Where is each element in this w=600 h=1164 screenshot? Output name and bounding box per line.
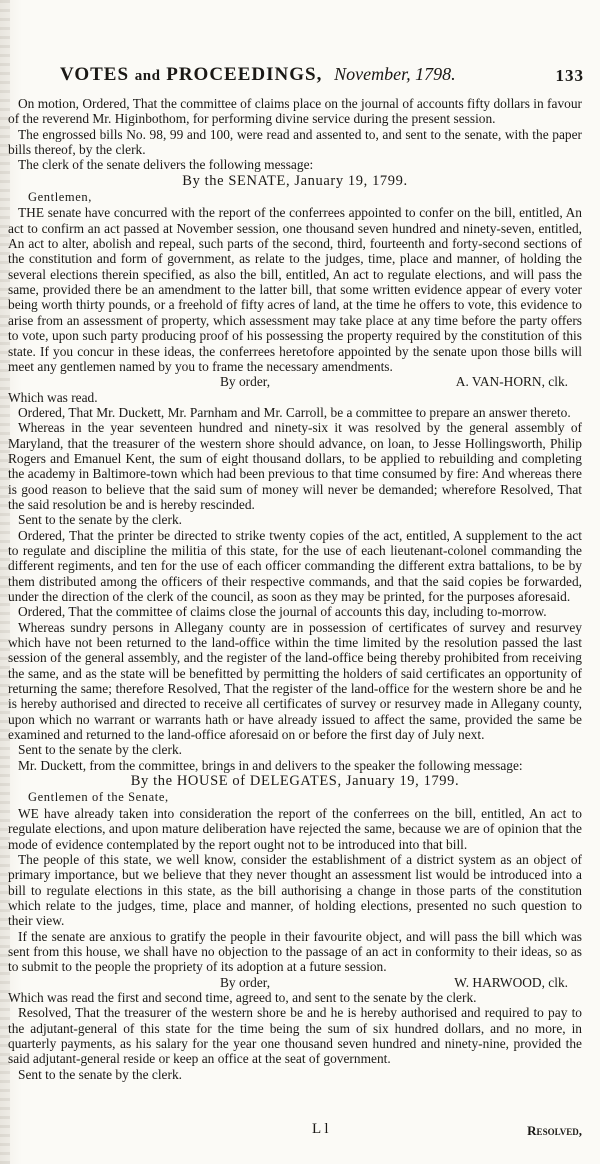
- paragraph: The engrossed bills No. 98, 99 and 100, were read and assented to, and sent to the senate, with the paper bills thereof, by the clerk.: [8, 126, 582, 158]
- paragraph: Sent to the senate by the clerk.: [18, 1066, 182, 1082]
- senate-salutation: Gentlemen,: [28, 190, 92, 205]
- page-footer: [0, 1121, 582, 1141]
- paragraph: Which was read.: [8, 389, 98, 405]
- senate-signature-row: [8, 374, 582, 389]
- title-and: and: [134, 68, 161, 84]
- paragraph: Sent to the senate by the clerk.: [18, 742, 182, 758]
- house-salutation: Gentlemen of the Senate,: [28, 790, 169, 805]
- senate-message-body: THE senate have concurred with the report of the conferrees appointed to confer on the bill, entitled, An act to confirm an act passed at November session, one thousand seven hundred and ninety-seven, entitled, An act to alter, abolish and repeal, such parts of the second, third, fourteenth and forty-second sections of the constitution and form of government, as relate to the judges, time, place and manner, of holding the several elections therein specified, as also the bill, entitled, An act to regulate elections, and will pass the same, provided there be an amendment to the latter bill, that some written evidence appear of every voter being worth thirty pounds, or a freehold of fifty acres of land, at the time he offers to vote, this evidence to arise from an assessment of property, which assessment may take place at any time before the party offers to vote, upon such party producing proof of his possessing the property required by the constitution of this state. If you concur in these ideas, the conferrees heretofore appointed by the senate upon those bills will meet any gentlemen named by you to frame the necessary amendments.: [8, 205, 582, 374]
- by-order: By order,: [220, 974, 271, 990]
- paragraph: The clerk of the senate delivers the following message:: [18, 157, 314, 173]
- signature: A. VAN-HORN, clk.: [455, 374, 568, 390]
- paragraph: Whereas sundry persons in Allegany county are in possession of certificates of survey and resurvey which have not been returned to the land-office within the time limited by the resolution passed the last session of the general assembly, and the register of the land-office being thereby prohibited from receiving the same, and as the state will be benefitted by permitting the holders of said certificates an opportunity of returning the same; therefore Resolved, That the register of the land-office for the western shore be and he is hereby authorised and directed to receive all certificates of survey or resurvey made in Allegany county, upon which no warrant or warrants hath or have already issued to affect the same, provided the same be examined and returned to the land-office aforesaid on or before the first day of July next.: [8, 619, 582, 743]
- signature-mark: L l: [312, 1121, 329, 1137]
- paragraph: Ordered, That the printer be directed to strike twenty copies of the act, entitled, A supplement to the act to regulate and discipline the militia of this state, for the use of each lieutenant-colonel commanding the different regiments, and ten for the use of each officer commanding the different extra battalions, to be by them distributed among the officers of their respective commands, and that the said copies be forwarded, under the direction of the clerk of the council, as soon as they may be printed, for the purposes aforesaid.: [8, 527, 582, 604]
- senate-message-heading: By the SENATE, January 19, 1799.: [182, 172, 408, 189]
- journal-body: [8, 96, 582, 1082]
- paragraph: Mr. Duckett, from the committee, brings in and delivers to the speaker the following message:: [18, 757, 523, 773]
- title-votes: VOTES: [60, 64, 130, 85]
- by-order: By order,: [220, 374, 271, 390]
- paragraph: Which was read the first and second time, agreed to, and sent to the senate by the clerk.: [8, 989, 477, 1005]
- paragraph: Ordered, That the committee of claims close the journal of accounts this day, including to-morrow.: [18, 604, 547, 620]
- house-signature-row: [8, 975, 582, 990]
- page-number: 133: [555, 66, 584, 85]
- catchword: Resolved,: [527, 1123, 582, 1138]
- house-message-heading: By the HOUSE of DELEGATES, January 19, 1799.: [130, 773, 460, 790]
- paragraph: Resolved, That the treasurer of the western shore be and he is hereby authorised and required to pay to the adjutant-general of this state for the time being the sum of six hundred dollars, and no more, in quarterly payments, as his salary for the year one thousand seven hundred and ninety-nine, provided the said adjutant-general reside or keep an office at the seat of government.: [8, 1005, 582, 1067]
- house-message-body: WE have already taken into consideration the report of the conferrees on the bill, entitled, An act to regulate elections, and upon mature deliberation have rejected the same, because we are of opinion that the mode of evidence contemplated by the report ought not to be introduced into that bill.: [8, 805, 582, 852]
- signature: W. HARWOOD, clk.: [454, 974, 568, 990]
- house-message-body: The people of this state, we well know, consider the establishment of a district system as an object of primary importance, but we believe that they never thought an assessment list would be introduced into a bill to regulate elections in this state, as the bill authorising a change in those parts of the constitution which relate to the judges, time, place and manner, of holding elections, presented no such question to their view.: [8, 851, 582, 929]
- title-proceedings: PROCEEDINGS,: [166, 64, 323, 85]
- paragraph: Sent to the senate by the clerk.: [18, 512, 182, 528]
- running-head: [60, 64, 584, 86]
- header-date: November, 1798.: [334, 64, 456, 84]
- paragraph: On motion, Ordered, That the committee of claims place on the journal of accounts fifty dollars in favour of the reverend Mr. Higinbothom, for performing divine service during the present session.: [8, 96, 582, 127]
- house-message-body: If the senate are anxious to gratify the people in their favourite object, and will pass the bill which was sent from this house, we shall have no objection to the passage of an act in conformity to their ideas, so as to submit to the people the propriety of its adoption at a future session.: [8, 928, 582, 975]
- paragraph: Ordered, That Mr. Duckett, Mr. Parnham and Mr. Carroll, be a committee to prepare an answer thereto.: [18, 404, 571, 420]
- paragraph: Whereas in the year seventeen hundred and ninety-six it was resolved by the general assembly of Maryland, that the treasurer of the western shore should advance, on loan, to Jesse Hollingsworth, Philip Rogers and Emanuel Kent, the sum of eight thousand dollars, to be applied to rebuilding and completing the academy in Baltimore-town which had been previous to that time consumed by fire: And whereas there is good reason to believe that the said sum of money will never be demanded; wherefore Resolved, That the said resolution be and is hereby rescinded.: [8, 420, 582, 512]
